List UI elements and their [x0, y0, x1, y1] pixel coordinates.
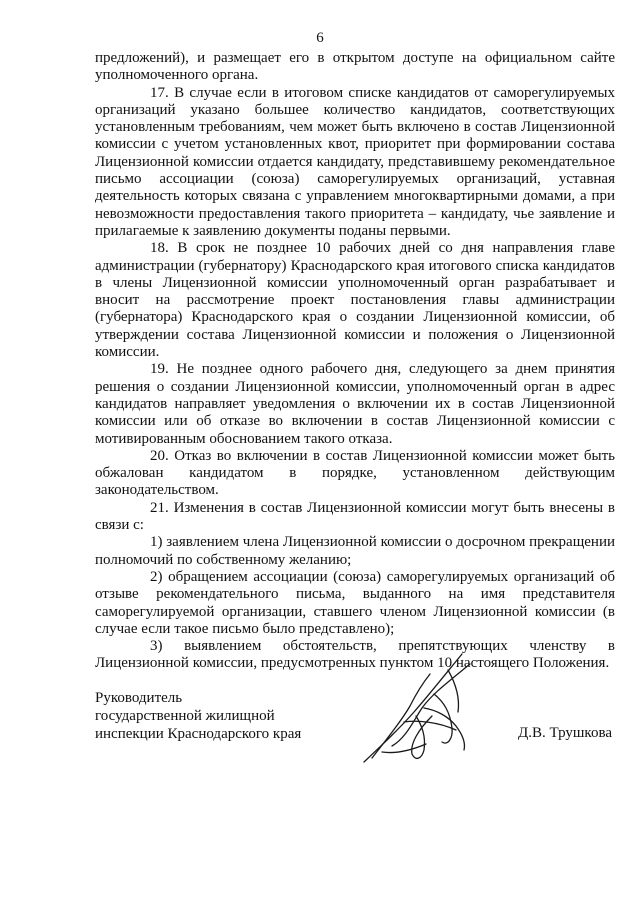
list-item-1: 1) заявлением члена Лицензионной комиссии о досрочном прекращении полномочий по собственному желанию;: [95, 534, 615, 568]
signatory-title-line-3: инспекции Краснодарского края: [95, 726, 302, 742]
signatory-title-line-1: Руководитель: [95, 690, 183, 706]
page-number: 6: [316, 30, 324, 46]
signatory-title-line-2: государственной жилищной: [95, 708, 275, 724]
document-body: [95, 50, 615, 673]
list-item-3: 3) выявлением обстоятельств, препятствующих членству в Лицензионной комиссии, предусмотренных пунктом 10 настоящего Положения.: [95, 638, 615, 672]
signatory-name: Д.В. Трушкова: [518, 725, 612, 741]
paragraph-18: 18. В срок не позднее 10 рабочих дней со дня направления главе администрации (губернатору) Краснодарского края итогового списка кандидатов в члены Лицензионной комиссии уполномоченный орган разрабатывает и вносит на рассмотрение проект постановления главы администрации (губернатора) Краснодарского края о создании Лицензионной комиссии, об утверждении состава Лицензионной комиссии и положения о Лицензионной комиссии.: [95, 240, 615, 361]
paragraph-21: 21. Изменения в состав Лицензионной комиссии могут быть внесены в связи с:: [95, 499, 615, 534]
handwritten-signature: [352, 650, 502, 770]
signatory-title: [95, 689, 301, 743]
paragraph-19: 19. Не позднее одного рабочего дня, следующего за днем принятия решения о создании Лицензионной комиссии, уполномоченный орган в адрес кандидатов направляет уведомления о включении их в состав Лицензионной комиссии или об отказе во включении в состав Лицензионной комиссии с мотивированным обоснованием такого отказа.: [95, 361, 615, 447]
list-item-2: 2) обращением ассоциации (союза) саморегулируемых организаций об отзыве рекомендательного письма, выданного на имя представителя саморегулируемой организации, ставшего членом Лицензионной комиссии (в случае если такое письмо было представлено);: [95, 568, 615, 637]
paragraph-20: 20. Отказ во включении в состав Лицензионной комиссии может быть обжалован кандидатом в порядке, установленном действующим законодательством.: [95, 447, 615, 499]
paragraph-17: 17. В случае если в итоговом списке кандидатов от саморегулируемых организаций указано большее количество кандидатов, соответствующих установленным требованиям, чем может быть включено в состав Лицензионной комиссии с учетом установленных квот, приоритет при формировании состава Лицензионной комиссии отдается кандидату, представившему рекомендательное письмо ассоциации (союза) саморегулируемых организаций, уставная деятельность которых связана с управлением многоквартирными домами, а при невозможности предоставления такого приоритета – кандидату, чье заявление и прилагаемые к заявлению документы поданы первыми.: [95, 84, 615, 239]
paragraph-continuation: предложений), и размещает его в открытом доступе на официальном сайте уполномоченного органа.: [95, 50, 615, 84]
